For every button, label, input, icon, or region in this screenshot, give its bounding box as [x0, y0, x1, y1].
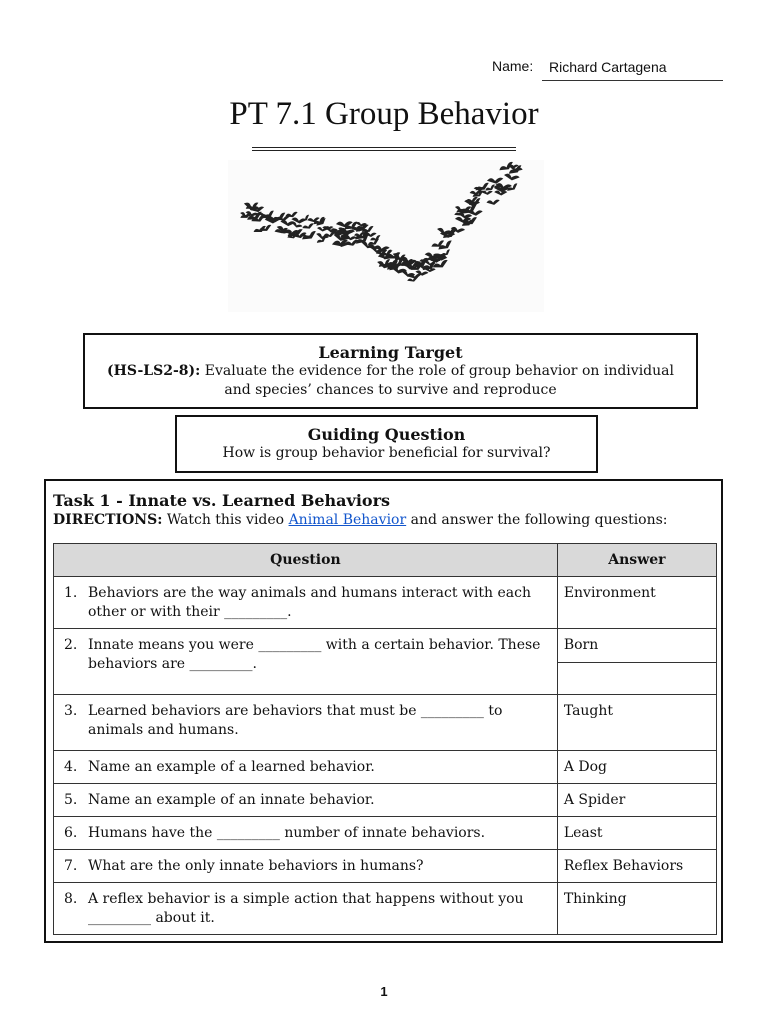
- question-text: Learned behaviors are behaviors that must be _________ to animals and humans.: [88, 703, 503, 738]
- bird-silhouette: [487, 177, 503, 184]
- question-text: Innate means you were _________ with a certain behavior. These behaviors are _________.: [88, 637, 541, 672]
- directions-text-pre: Watch this video: [166, 512, 285, 528]
- question-number: 1.: [64, 585, 78, 601]
- guiding-question-box: [175, 415, 598, 473]
- task-title: Task 1 - Innate vs. Learned Behaviors: [53, 491, 391, 510]
- question-cell: [54, 850, 558, 883]
- question-text: Name an example of a learned behavior.: [88, 759, 375, 775]
- table-row: [54, 817, 717, 850]
- title-rule: [252, 147, 516, 148]
- learning-target-description: Evaluate the evidence for the role of group behavior on individual and species’ chances to survive and reproduce: [204, 363, 674, 398]
- task-directions: [53, 512, 668, 528]
- answer-cell[interactable]: A Spider: [557, 784, 716, 817]
- question-number: 6.: [64, 825, 78, 841]
- question-text: Behaviors are the way animals and humans interact with each other or with their _________.: [88, 585, 531, 620]
- question-text: Name an example of an innate behavior.: [88, 792, 375, 808]
- question-text: Humans have the _________ number of innate behaviors.: [88, 825, 486, 841]
- task-1-box: [44, 479, 723, 943]
- table-row: [54, 784, 717, 817]
- question-number: 3.: [64, 703, 78, 719]
- flock-of-birds-image: [228, 160, 544, 312]
- table-row: [54, 695, 717, 751]
- answer-cell[interactable]: Least: [557, 817, 716, 850]
- question-column-header: Question: [54, 544, 558, 577]
- question-number: 5.: [64, 792, 78, 808]
- name-field[interactable]: Richard Cartagena: [542, 57, 723, 81]
- answer-cell[interactable]: Thinking: [557, 883, 716, 935]
- learning-target-heading: Learning Target: [318, 343, 463, 362]
- answer-cell[interactable]: A Dog: [557, 751, 716, 784]
- answer-part-1[interactable]: Born: [558, 629, 716, 663]
- learning-target-text: [85, 362, 696, 400]
- animal-behavior-link[interactable]: Animal Behavior: [288, 512, 407, 528]
- question-cell: [54, 751, 558, 784]
- question-cell: [54, 817, 558, 850]
- question-number: 8.: [64, 891, 78, 907]
- answer-cell[interactable]: [557, 629, 716, 695]
- title-rule-2: [252, 150, 516, 151]
- table-row: [54, 629, 717, 695]
- guiding-question-heading: Guiding Question: [307, 425, 466, 444]
- bird-silhouette: [503, 172, 520, 183]
- answer-column-header: Answer: [557, 544, 716, 577]
- name-label: Name:: [492, 58, 534, 74]
- bird-flock-drawing: [228, 160, 544, 312]
- standard-code: (HS-LS2-8):: [107, 363, 201, 379]
- table-header-row: [54, 544, 717, 577]
- table-row: [54, 577, 717, 629]
- directions-label: DIRECTIONS:: [53, 512, 163, 528]
- question-cell: [54, 577, 558, 629]
- table-row: [54, 751, 717, 784]
- question-cell: [54, 883, 558, 935]
- bird-silhouette: [486, 200, 499, 205]
- question-cell: [54, 695, 558, 751]
- table-row: [54, 883, 717, 935]
- answer-cell[interactable]: Environment: [557, 577, 716, 629]
- answer-cell[interactable]: Taught: [557, 695, 716, 751]
- page-title: PT 7.1 Group Behavior: [229, 96, 539, 132]
- directions-text-post: and answer the following questions:: [410, 512, 668, 528]
- name-row: [0, 57, 768, 83]
- guiding-question-text: How is group behavior beneficial for survival?: [222, 445, 551, 461]
- question-text: A reflex behavior is a simple action that happens without you _________ about it.: [88, 891, 524, 926]
- question-cell: [54, 784, 558, 817]
- question-cell: [54, 629, 558, 695]
- table-row: [54, 850, 717, 883]
- question-number: 7.: [64, 858, 78, 874]
- bird-silhouette: [481, 190, 493, 196]
- question-text: What are the only innate behaviors in humans?: [88, 858, 424, 874]
- bird-silhouette: [302, 223, 315, 230]
- learning-target-box: [83, 333, 698, 409]
- questions-table: [53, 543, 717, 935]
- answer-cell[interactable]: Reflex Behaviors: [557, 850, 716, 883]
- question-number: 2.: [64, 637, 78, 653]
- question-number: 4.: [64, 759, 78, 775]
- page-number: 1: [380, 984, 388, 999]
